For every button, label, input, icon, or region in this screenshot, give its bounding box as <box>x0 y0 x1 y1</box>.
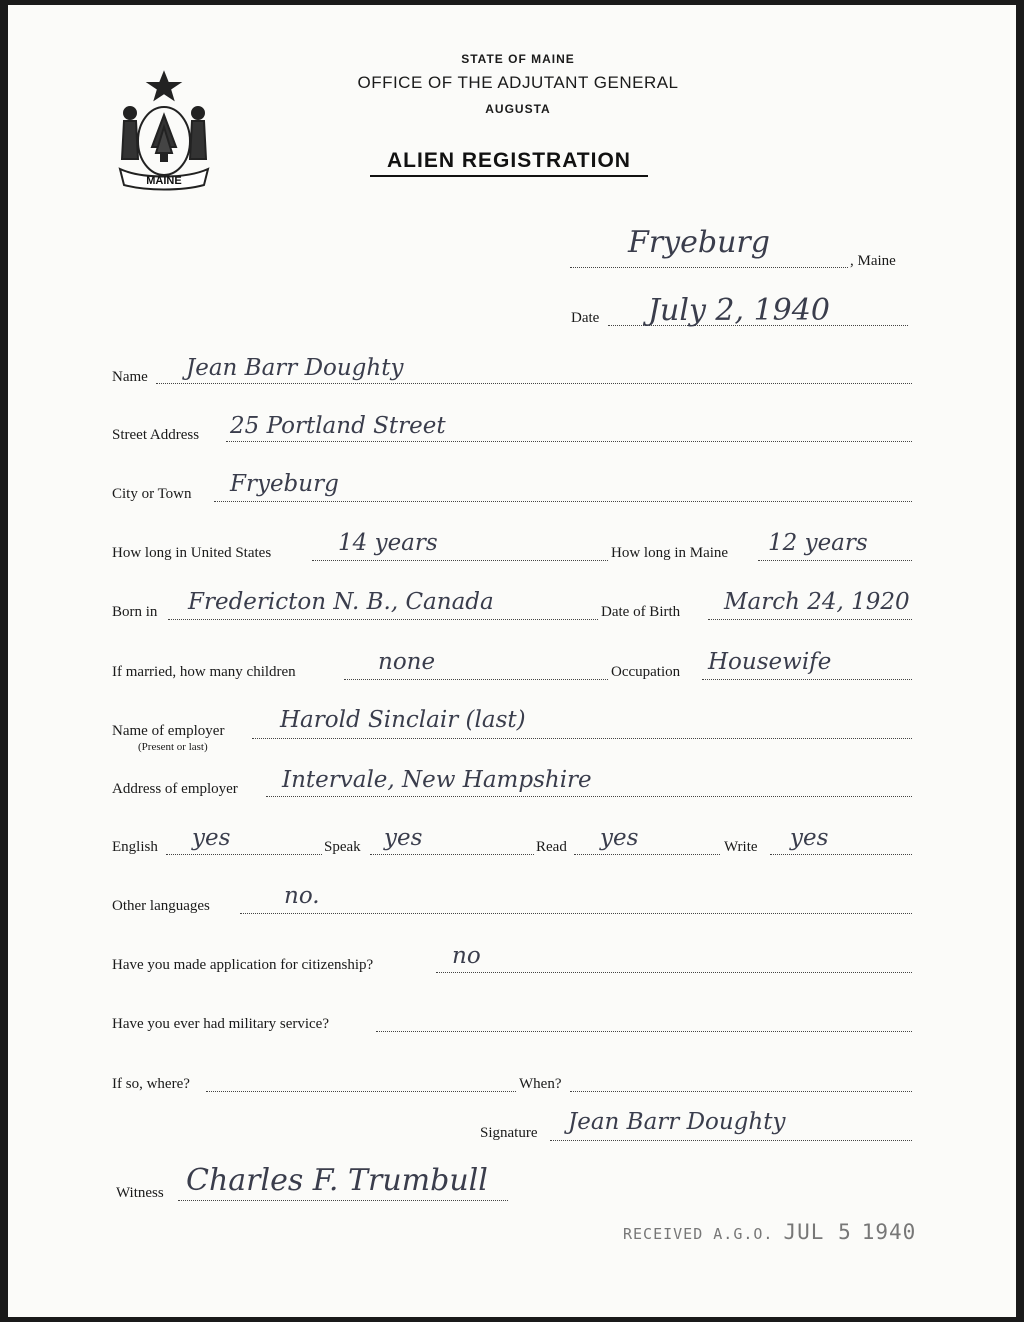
other-languages-line <box>240 913 912 914</box>
other-languages-label: Other languages <box>112 898 210 914</box>
how-long-maine-line <box>758 560 912 561</box>
how-long-us-label: How long in United States <box>112 545 272 561</box>
citizenship-label: Have you made application for citizenship? <box>112 957 374 973</box>
born-in-value: Fredericton N. B., Canada <box>188 589 494 615</box>
write-line <box>770 854 912 855</box>
employer-label: Name of employer <box>112 723 225 739</box>
date-label: Date <box>571 310 600 326</box>
read-value: yes <box>600 825 639 851</box>
children-value: none <box>378 649 436 675</box>
where-line <box>206 1091 516 1092</box>
state-heading: STATE OF MAINE <box>461 52 575 66</box>
write-label: Write <box>724 839 758 855</box>
form-page <box>8 5 1016 1317</box>
signature-value: Jean Barr Doughty <box>568 1109 786 1135</box>
how-long-us-line <box>312 560 608 561</box>
name-value: Jean Barr Doughty <box>186 355 404 381</box>
witness-label: Witness <box>116 1185 164 1201</box>
street-value: 25 Portland Street <box>230 413 446 439</box>
speak-line <box>370 854 534 855</box>
date-value: July 2, 1940 <box>648 293 830 328</box>
name-line <box>156 383 912 384</box>
city-heading: AUGUSTA <box>485 102 551 116</box>
employer-value: Harold Sinclair (last) <box>280 707 526 733</box>
born-in-line <box>168 619 598 620</box>
occupation-line <box>702 679 912 680</box>
write-value: yes <box>790 825 829 851</box>
english-value: yes <box>192 825 231 851</box>
name-label: Name <box>112 369 148 385</box>
employer-address-value: Intervale, New Hampshire <box>282 767 592 793</box>
military-label: Have you ever had military service? <box>112 1016 329 1032</box>
dob-label: Date of Birth <box>601 604 681 620</box>
city-line <box>214 501 912 502</box>
children-label: If married, how many children <box>112 664 296 680</box>
signature-label: Signature <box>480 1125 538 1141</box>
english-line <box>166 854 322 855</box>
maine-label: , Maine <box>850 253 896 269</box>
speak-value: yes <box>384 825 423 851</box>
other-languages-value: no. <box>284 883 320 909</box>
state-seal-icon <box>112 69 216 193</box>
stamp-month-day: JUL 5 <box>783 1220 852 1244</box>
city-label: City or Town <box>112 486 192 502</box>
read-label: Read <box>536 839 567 855</box>
employer-address-label: Address of employer <box>112 781 238 797</box>
seal-text: MAINE <box>146 175 182 187</box>
born-in-label: Born in <box>112 604 158 620</box>
how-long-maine-value: 12 years <box>768 530 868 556</box>
signature-line <box>550 1140 912 1141</box>
speak-label: Speak <box>324 839 361 855</box>
witness-value: Charles F. Trumbull <box>186 1163 488 1198</box>
occupation-label: Occupation <box>611 664 681 680</box>
read-line <box>574 854 720 855</box>
form-title: ALIEN REGISTRATION <box>370 149 648 177</box>
children-line <box>344 679 608 680</box>
witness-line <box>178 1200 508 1201</box>
dob-line <box>708 619 912 620</box>
when-label: When? <box>519 1076 562 1092</box>
how-long-us-value: 14 years <box>338 530 438 556</box>
town-value: Fryeburg <box>628 225 770 260</box>
street-line <box>226 441 912 442</box>
street-label: Street Address <box>112 427 200 443</box>
employer-note: (Present or last) <box>138 741 208 753</box>
received-stamp <box>623 1220 916 1244</box>
english-label: English <box>112 839 158 855</box>
military-line <box>376 1031 912 1032</box>
city-value: Fryeburg <box>230 471 339 497</box>
when-line <box>570 1091 912 1092</box>
occupation-value: Housewife <box>708 649 832 675</box>
how-long-maine-label: How long in Maine <box>611 545 729 561</box>
citizenship-line <box>436 972 912 973</box>
dob-value: March 24, 1920 <box>724 589 910 615</box>
town-line <box>570 267 848 268</box>
stamp-year: 1940 <box>861 1220 917 1244</box>
stamp-text: RECEIVED A.G.O. <box>623 1225 774 1243</box>
where-label: If so, where? <box>112 1076 190 1092</box>
employer-line <box>252 738 912 739</box>
office-heading: OFFICE OF THE ADJUTANT GENERAL <box>357 73 679 92</box>
citizenship-value: no <box>452 943 481 969</box>
employer-address-line <box>266 796 912 797</box>
